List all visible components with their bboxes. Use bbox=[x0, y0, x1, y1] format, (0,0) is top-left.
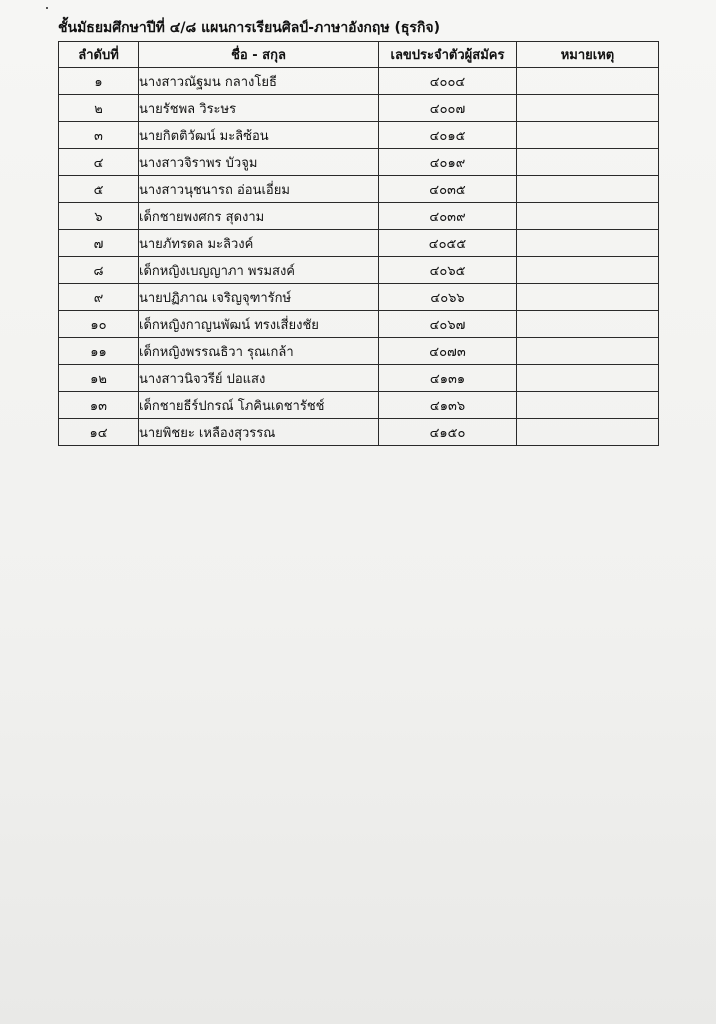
remarks-cell bbox=[517, 392, 659, 419]
table-row bbox=[59, 284, 659, 311]
table-row bbox=[59, 203, 659, 230]
student-name: นายรัชพล วิระษร bbox=[139, 95, 379, 122]
row-number: ๑๐ bbox=[59, 311, 139, 338]
remarks-cell bbox=[517, 230, 659, 257]
remarks-cell bbox=[517, 311, 659, 338]
remarks-cell bbox=[517, 149, 659, 176]
table-row bbox=[59, 392, 659, 419]
remarks-cell bbox=[517, 95, 659, 122]
student-name: นางสาวนุชนารถ อ่อนเอี่ยม bbox=[139, 176, 379, 203]
table-row bbox=[59, 257, 659, 284]
row-number: ๑๔ bbox=[59, 419, 139, 446]
student-name: นายภัทรดล มะลิวงค์ bbox=[139, 230, 379, 257]
applicant-id: ๔๐๖๕ bbox=[379, 257, 517, 284]
remarks-cell bbox=[517, 203, 659, 230]
applicant-id: ๔๐๑๙ bbox=[379, 149, 517, 176]
row-number: ๓ bbox=[59, 122, 139, 149]
row-number: ๒ bbox=[59, 95, 139, 122]
row-number: ๑ bbox=[59, 68, 139, 95]
student-roster-table bbox=[58, 41, 659, 446]
table-row bbox=[59, 311, 659, 338]
remarks-cell bbox=[517, 122, 659, 149]
table-row bbox=[59, 365, 659, 392]
applicant-id: ๔๐๐๗ bbox=[379, 95, 517, 122]
applicant-id: ๔๑๓๑ bbox=[379, 365, 517, 392]
row-number: ๑๒ bbox=[59, 365, 139, 392]
applicant-id: ๔๐๐๔ bbox=[379, 68, 517, 95]
student-name: นายกิตติวัฒน์ มะลิซ้อน bbox=[139, 122, 379, 149]
student-name: เด็กชายธีร์ปกรณ์ โภคินเดชารัชช์ bbox=[139, 392, 379, 419]
remarks-cell bbox=[517, 68, 659, 95]
applicant-id: ๔๐๖๗ bbox=[379, 311, 517, 338]
row-number: ๔ bbox=[59, 149, 139, 176]
row-number: ๘ bbox=[59, 257, 139, 284]
document-title: ชั้นมัธยมศึกษาปีที่ ๔/๘ แผนการเรียนศิลป์-ภาษาอังกฤษ (ธุรกิจ) bbox=[58, 20, 441, 36]
remarks-cell bbox=[517, 419, 659, 446]
table-row bbox=[59, 338, 659, 365]
column-header-name: ชื่อ - สกุล bbox=[139, 42, 379, 68]
row-number: ๗ bbox=[59, 230, 139, 257]
student-name: นางสาวจิราพร บัวจูม bbox=[139, 149, 379, 176]
table-row bbox=[59, 419, 659, 446]
column-header-number: ลำดับที่ bbox=[59, 42, 139, 68]
student-name: เด็กหญิงกาญนพัฒน์ ทรงเสี่ยงชัย bbox=[139, 311, 379, 338]
row-number: ๖ bbox=[59, 203, 139, 230]
row-number: ๑๑ bbox=[59, 338, 139, 365]
table-row bbox=[59, 230, 659, 257]
ink-speck bbox=[46, 7, 48, 9]
applicant-id: ๔๐๓๕ bbox=[379, 176, 517, 203]
student-name: เด็กหญิงเบญญาภา พรมสงค์ bbox=[139, 257, 379, 284]
row-number: ๑๓ bbox=[59, 392, 139, 419]
student-name: นางสาวณัฐมน กลางโยธี bbox=[139, 68, 379, 95]
table-row bbox=[59, 122, 659, 149]
remarks-cell bbox=[517, 257, 659, 284]
table-row bbox=[59, 149, 659, 176]
applicant-id: ๔๑๓๖ bbox=[379, 392, 517, 419]
student-name: นางสาวนิจวรีย์ ปอแสง bbox=[139, 365, 379, 392]
remarks-cell bbox=[517, 338, 659, 365]
applicant-id: ๔๑๕๐ bbox=[379, 419, 517, 446]
column-header-remarks: หมายเหตุ bbox=[517, 42, 659, 68]
applicant-id: ๔๐๖๖ bbox=[379, 284, 517, 311]
applicant-id: ๔๐๑๕ bbox=[379, 122, 517, 149]
table-row bbox=[59, 176, 659, 203]
applicant-id: ๔๐๕๕ bbox=[379, 230, 517, 257]
remarks-cell bbox=[517, 284, 659, 311]
table-row bbox=[59, 68, 659, 95]
column-header-applicant-id: เลขประจำตัวผู้สมัคร bbox=[379, 42, 517, 68]
student-name: เด็กชายพงศกร สุดงาม bbox=[139, 203, 379, 230]
student-name: นายปฏิภาณ เจริญจุฑารักษ์ bbox=[139, 284, 379, 311]
table-row bbox=[59, 95, 659, 122]
remarks-cell bbox=[517, 176, 659, 203]
applicant-id: ๔๐๗๓ bbox=[379, 338, 517, 365]
student-name: นายพิชยะ เหลืองสุวรรณ bbox=[139, 419, 379, 446]
remarks-cell bbox=[517, 365, 659, 392]
row-number: ๙ bbox=[59, 284, 139, 311]
row-number: ๕ bbox=[59, 176, 139, 203]
applicant-id: ๔๐๓๙ bbox=[379, 203, 517, 230]
table-header-row bbox=[59, 42, 659, 68]
student-name: เด็กหญิงพรรณธิวา รุณเกล้า bbox=[139, 338, 379, 365]
